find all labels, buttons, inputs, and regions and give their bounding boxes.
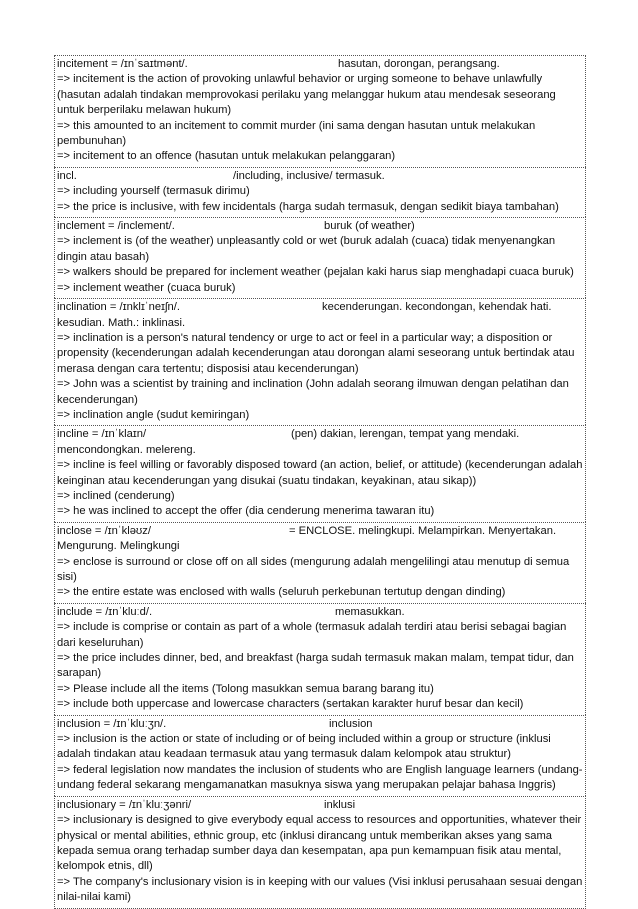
entry-meaning: buruk (of weather) [324,220,415,233]
entry-inclose [54,522,586,603]
entry-term: inclusion = /ɪnˈkluːʒn/. [57,717,167,730]
entry-inclement [54,217,586,298]
example-line: => the price is inclusive, with few incidentals (harga sudah termasuk, dengan sedikit biaya tambahan) [57,200,559,213]
entry-meaning: inklusi [324,798,356,811]
example-line: => walkers should be prepared for inclement weather (pejalan kaki harus siap menghadapi cuaca buruk) [57,266,574,279]
example-line: => inclement weather (cuaca buruk) [57,281,236,294]
example-line: => enclose is surround or close off on all sides (mengurung adalah mengelilingi atau menutup di semua sisi) [57,555,570,583]
entry-heading [57,605,583,620]
entry-meaning: = ENCLOSE. melingkupi. Melampirkan. Menyertakan. [289,524,557,537]
entry-meaning: kecenderungan. kecondongan, kehendak hati. [322,301,552,314]
entry-meaning: (pen) dakian, lerengan, tempat yang mendaki. [291,428,520,441]
example-line: => inclusionary is designed to give everybody equal access to resources and opportunities, whatever their physical or mental abilities, ethnic group, etc (inklusi dirancang untuk memberikan akses yang sama kepada semua orang terhadap sumber daya dan kesempatan, apa pun kemampuan fisik atau mental, kelompok etnis, dll) [57,814,582,873]
example-line: => inclement is (of the weather) unpleasantly cold or wet (buruk adalah (cuaca) tidak menyenangkan dingin atau basah) [57,235,556,263]
example-line: => including yourself (termasuk dirimu) [57,185,250,198]
meaning-continuation: Mengurung. Melingkungi [57,540,180,553]
example-line: => include both uppercase and lowercase characters (sertakan karakter huruf besar dan kecil) [57,698,524,711]
entry-meaning: /including, inclusive/ termasuk. [233,169,385,182]
entry-inclusion [54,715,586,796]
example-line: => the entire estate was enclosed with walls (seluruh perkebunan tertutup dengan dinding) [57,586,506,599]
example-line: => this amounted to an incitement to commit murder (ini sama dengan hasutan untuk melakukan pembunuhan) [57,119,536,148]
example-line: => inclination angle (sudut kemiringan) [57,408,250,421]
example-line: => incitement is the action of provoking unlawful behavior or urging someone to behave unlawfully (hasutan adalah tindakan memprovokasi perilaku yang melanggar hukum atau mendesak seseorang untuk berperilaku melawan hukum) [57,73,556,117]
entry-incline [54,425,586,521]
entry-heading [57,169,583,184]
example-line: => inclined (cenderung) [57,489,175,502]
example-line: => incline is feel willing or favorably disposed toward (an action, belief, or attitude) (kecenderungan adalah keinginan atau kecenderungan yang disukai (suatu tindakan, keyakinan, atau sikap)) [57,459,583,487]
entry-term: incline = /ɪnˈklaɪn/ [57,428,147,441]
dictionary-page [54,55,586,909]
entry-heading [57,524,583,539]
example-line: => inclination is a person's natural tendency or urge to act or feel in a particular way; a disposition or propensity (kecenderungan adalah kecenderungan atau dorongan alami seseorang untuk bertindak atau merasa dengan cara tertentu; disposisi atau kecenderungan) [57,331,575,375]
entry-heading [57,219,583,234]
example-line: => incitement to an offence (hasutan untuk melakukan pelanggaran) [57,150,396,163]
entry-meaning: inclusion [329,717,373,730]
example-line: => the price includes dinner, bed, and breakfast (harga sudah termasuk makan malam, tempat tidur, dan sarapan) [57,652,574,680]
entry-meaning: hasutan, dorongan, perangsang. [338,58,500,70]
entry-incitement [54,55,586,167]
entry-term: inclusionary = /ɪnˈkluːʒənri/ [57,798,192,811]
entry-heading [57,300,583,315]
entry-heading [57,427,583,442]
entry-term: incitement = /ɪnˈsaɪtmənt/. [57,58,188,70]
example-line: => federal legislation now mandates the inclusion of students who are English language learners (undang-undang federal sekarang mengamanatkan masuknya siswa yang merupakan pelajar bahasa Inggris) [57,763,583,792]
example-line: => John was a scientist by training and inclination (John adalah seorang ilmuwan dengan pelatihan dan kecenderungan) [57,378,569,406]
example-line: => The company's inclusionary vision is in keeping with our values (Visi inklusi perusahaan sesuai dengan nilai-nilai kami) [57,875,583,904]
meaning-continuation: mencondongkan. melereng. [57,443,196,456]
example-line: => include is comprise or contain as part of a whole (termasuk adalah terdiri atau berisi sebagai bagian dari keseluruhan) [57,621,567,649]
entry-inclusionary [54,796,586,909]
entry-inclination [54,298,586,425]
entry-term: inclose = /ɪnˈkləʊz/ [57,524,151,537]
example-line: => Please include all the items (Tolong masukkan semua barang barang itu) [57,682,434,695]
example-line: => inclusion is the action or state of including or of being included within a group or structure (inklusi adalah tindakan atau keadaan termasuk atau yang termasuk dalam kelompok atau struktur) [57,733,551,761]
entry-term: inclination = /ɪnklɪˈneɪʃn/. [57,301,180,314]
entry-heading [57,57,583,72]
entry-heading [57,798,583,813]
example-line: => he was inclined to accept the offer (dia cenderung menerima tawaran itu) [57,505,435,518]
entry-meaning: memasukkan. [335,605,405,618]
entry-incl [54,167,586,217]
meaning-continuation: kesudian. Math.: inklinasi. [57,316,186,329]
entry-include [54,603,586,715]
entry-term: include = /ɪnˈkluːd/. [57,605,153,618]
entry-term: incl. [57,169,77,182]
entry-term: inclement = /inclement/. [57,220,175,233]
entry-heading [57,717,583,732]
